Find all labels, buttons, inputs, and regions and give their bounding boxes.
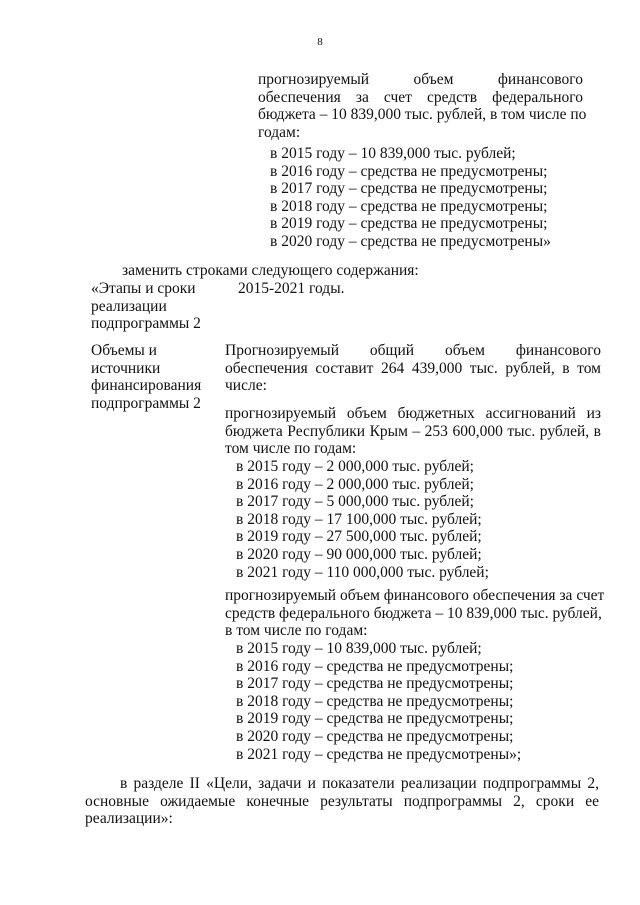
replace-instruction-text: заменить строками следующего содержания: [122, 262, 419, 279]
federal-years-list [236, 640, 521, 763]
list-item: в 2015 году – 10 839,000 тыс. рублей; [270, 145, 516, 162]
section-paragraph [85, 775, 599, 828]
crimea-line: том числе по годам: [225, 440, 357, 458]
section-line: в разделе II «Цели, задачи и показатели реализации подпрограммы 2, [120, 775, 599, 792]
crimea-line: прогнозируемый объем бюджетных ассигнований из [225, 405, 601, 422]
list-item: в 2016 году – 2 000,000 тыс. рублей; [236, 475, 474, 493]
list-item: в 2020 году – 90 000,000 тыс. рублей; [236, 545, 482, 563]
list-item: в 2019 году – средства не предусмотрены; [236, 710, 514, 728]
list-item: в 2019 году – средства не предусмотрены; [270, 215, 548, 233]
federal-line: средств федерального бюджета – 10 839,000 тыс. рублей, [225, 604, 602, 622]
crimea-line: бюджета Республики Крым – 253 600,000 тыс. рублей, в [225, 422, 601, 440]
stages-value-text: 2015-2021 годы. [238, 280, 345, 297]
label-line: Объемы и [91, 342, 157, 359]
list-item: в 2021 году – средства не предусмотрены»; [236, 745, 522, 763]
old-text-line: обеспечения за счет средств федерального [258, 88, 583, 106]
funding-federal [225, 587, 605, 640]
old-text-line: годам: [258, 123, 301, 141]
label-line: «Этапы и сроки [91, 280, 196, 297]
crimea-years-list [236, 458, 489, 581]
old-years-list [270, 145, 551, 251]
label-line: финансирования [91, 377, 202, 395]
list-item: в 2018 году – средства не предусмотрены; [270, 197, 548, 215]
old-text-line: бюджета – 10 839,000 тыс. рублей, в том числе по [258, 106, 587, 124]
label-line: подпрограммы 2 [91, 394, 201, 412]
list-item: в 2019 году – 27 500,000 тыс. рублей; [236, 528, 482, 546]
section-line: основные ожидаемые конечные результаты подпрограммы 2, сроки ее [85, 792, 599, 810]
label-line: подпрограммы 2 [91, 315, 201, 333]
list-item: в 2017 году – 5 000,000 тыс. рублей; [236, 493, 474, 511]
total-line: обеспечения составит 264 439,000 тыс. рублей, в том [225, 359, 601, 377]
funding-label [91, 342, 201, 412]
list-item: в 2015 году – 10 839,000 тыс. рублей; [236, 640, 482, 657]
list-item: в 2016 году – средства не предусмотрены; [236, 657, 514, 675]
total-line: числе: [225, 377, 267, 395]
list-item: в 2017 году – средства не предусмотрены; [270, 180, 548, 198]
funding-crimea [225, 405, 601, 458]
list-item: в 2020 году – средства не предусмотрены; [236, 727, 514, 745]
list-item: в 2015 году – 2 000,000 тыс. рублей; [236, 458, 474, 475]
page-number: 8 [317, 36, 323, 48]
list-item: в 2020 году – средства не предусмотрены» [270, 232, 551, 250]
total-line: Прогнозируемый общий объем финансового [225, 342, 601, 359]
list-item: в 2018 году – средства не предусмотрены; [236, 692, 514, 710]
stages-label [91, 280, 201, 333]
list-item: в 2017 году – средства не предусмотрены; [236, 675, 514, 693]
replace-instruction [122, 262, 419, 280]
federal-line: прогнозируемый объем финансового обеспечения за счет [225, 587, 605, 604]
label-line: реализации [91, 297, 167, 315]
stages-value [238, 280, 345, 298]
old-funding-block [258, 71, 587, 141]
federal-line: в том числе по годам: [225, 622, 368, 640]
label-line: источники [91, 359, 161, 377]
list-item: в 2016 году – средства не предусмотрены; [270, 162, 548, 180]
old-text-line: прогнозируемый объем финансового [258, 71, 583, 88]
section-line: реализации»: [85, 810, 173, 828]
list-item: в 2021 году – 110 000,000 тыс. рублей; [236, 563, 489, 581]
funding-total [225, 342, 601, 395]
list-item: в 2018 году – 17 100,000 тыс. рублей; [236, 510, 482, 528]
